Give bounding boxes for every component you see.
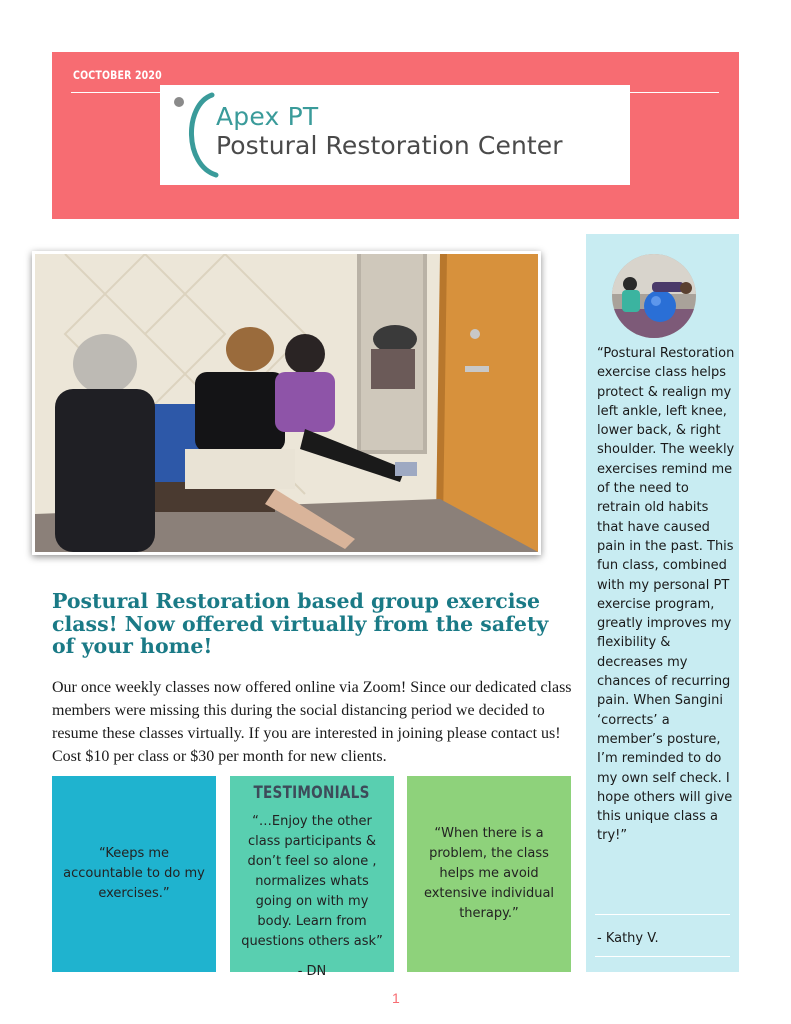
sidebar-divider [595,956,730,957]
testimonial-card-2 [230,776,394,979]
class-photo [32,251,541,555]
logo-title: Apex PT [216,102,319,131]
page-number: 1 [392,990,400,1006]
testimonial-signature: - DN [297,964,327,979]
logo [160,85,630,185]
logo-subtitle: Postural Restoration Center [216,131,563,160]
testimonial-card-1 [52,776,216,972]
testimonial-card-3 [407,776,571,972]
sidebar-quote: “Postural Restoration exercise class helps protect & realign my left ankle, left knee, lower back, & right shoulder. The weekly exercises remind me of the need to retrain old habits that have caused pain in the past. This fun class, combined with my personal PT exercise program, greatly improves my flexibility & decreases my chances of recurring pain. When Sangini ‘corrects’ a member’s posture, I’m reminded to do my own self check. I hope others will give this unique class a try!” [597,346,735,844]
article-headline: Postural Restoration based group exercise class! Now offered virtually from the safety of your home! [52,589,549,658]
testimonial-quote: “Keeps me accountable to do my exercises.” [63,846,205,901]
issue-date: COCTOBER 2020 [73,68,162,82]
testimonial-quote: “When there is a problem, the class helps me avoid extensive individual therapy.” [423,826,555,921]
header-banner [52,52,739,219]
sidebar-testimonial [586,234,739,972]
sidebar-divider [595,914,730,915]
sidebar-signature: - Kathy V. [597,931,659,946]
exercise-ball-photo-icon [612,254,696,338]
testimonials-heading: TESTIMONIALS [253,783,371,803]
exercise-class-photo-icon [35,254,538,552]
testimonial-quote: “…Enjoy the other class participants & don’t feel so alone , normalizes whats going on with my body. Learn from questions others ask” [241,814,383,949]
article-body: Our once weekly classes now offered online via Zoom! Since our dedicated class members were missing this during the social distancing period we decided to resume these classes virtually. If you are interested in joining please contact us! Cost $10 per class or $30 per month for new clients. [52,679,572,765]
